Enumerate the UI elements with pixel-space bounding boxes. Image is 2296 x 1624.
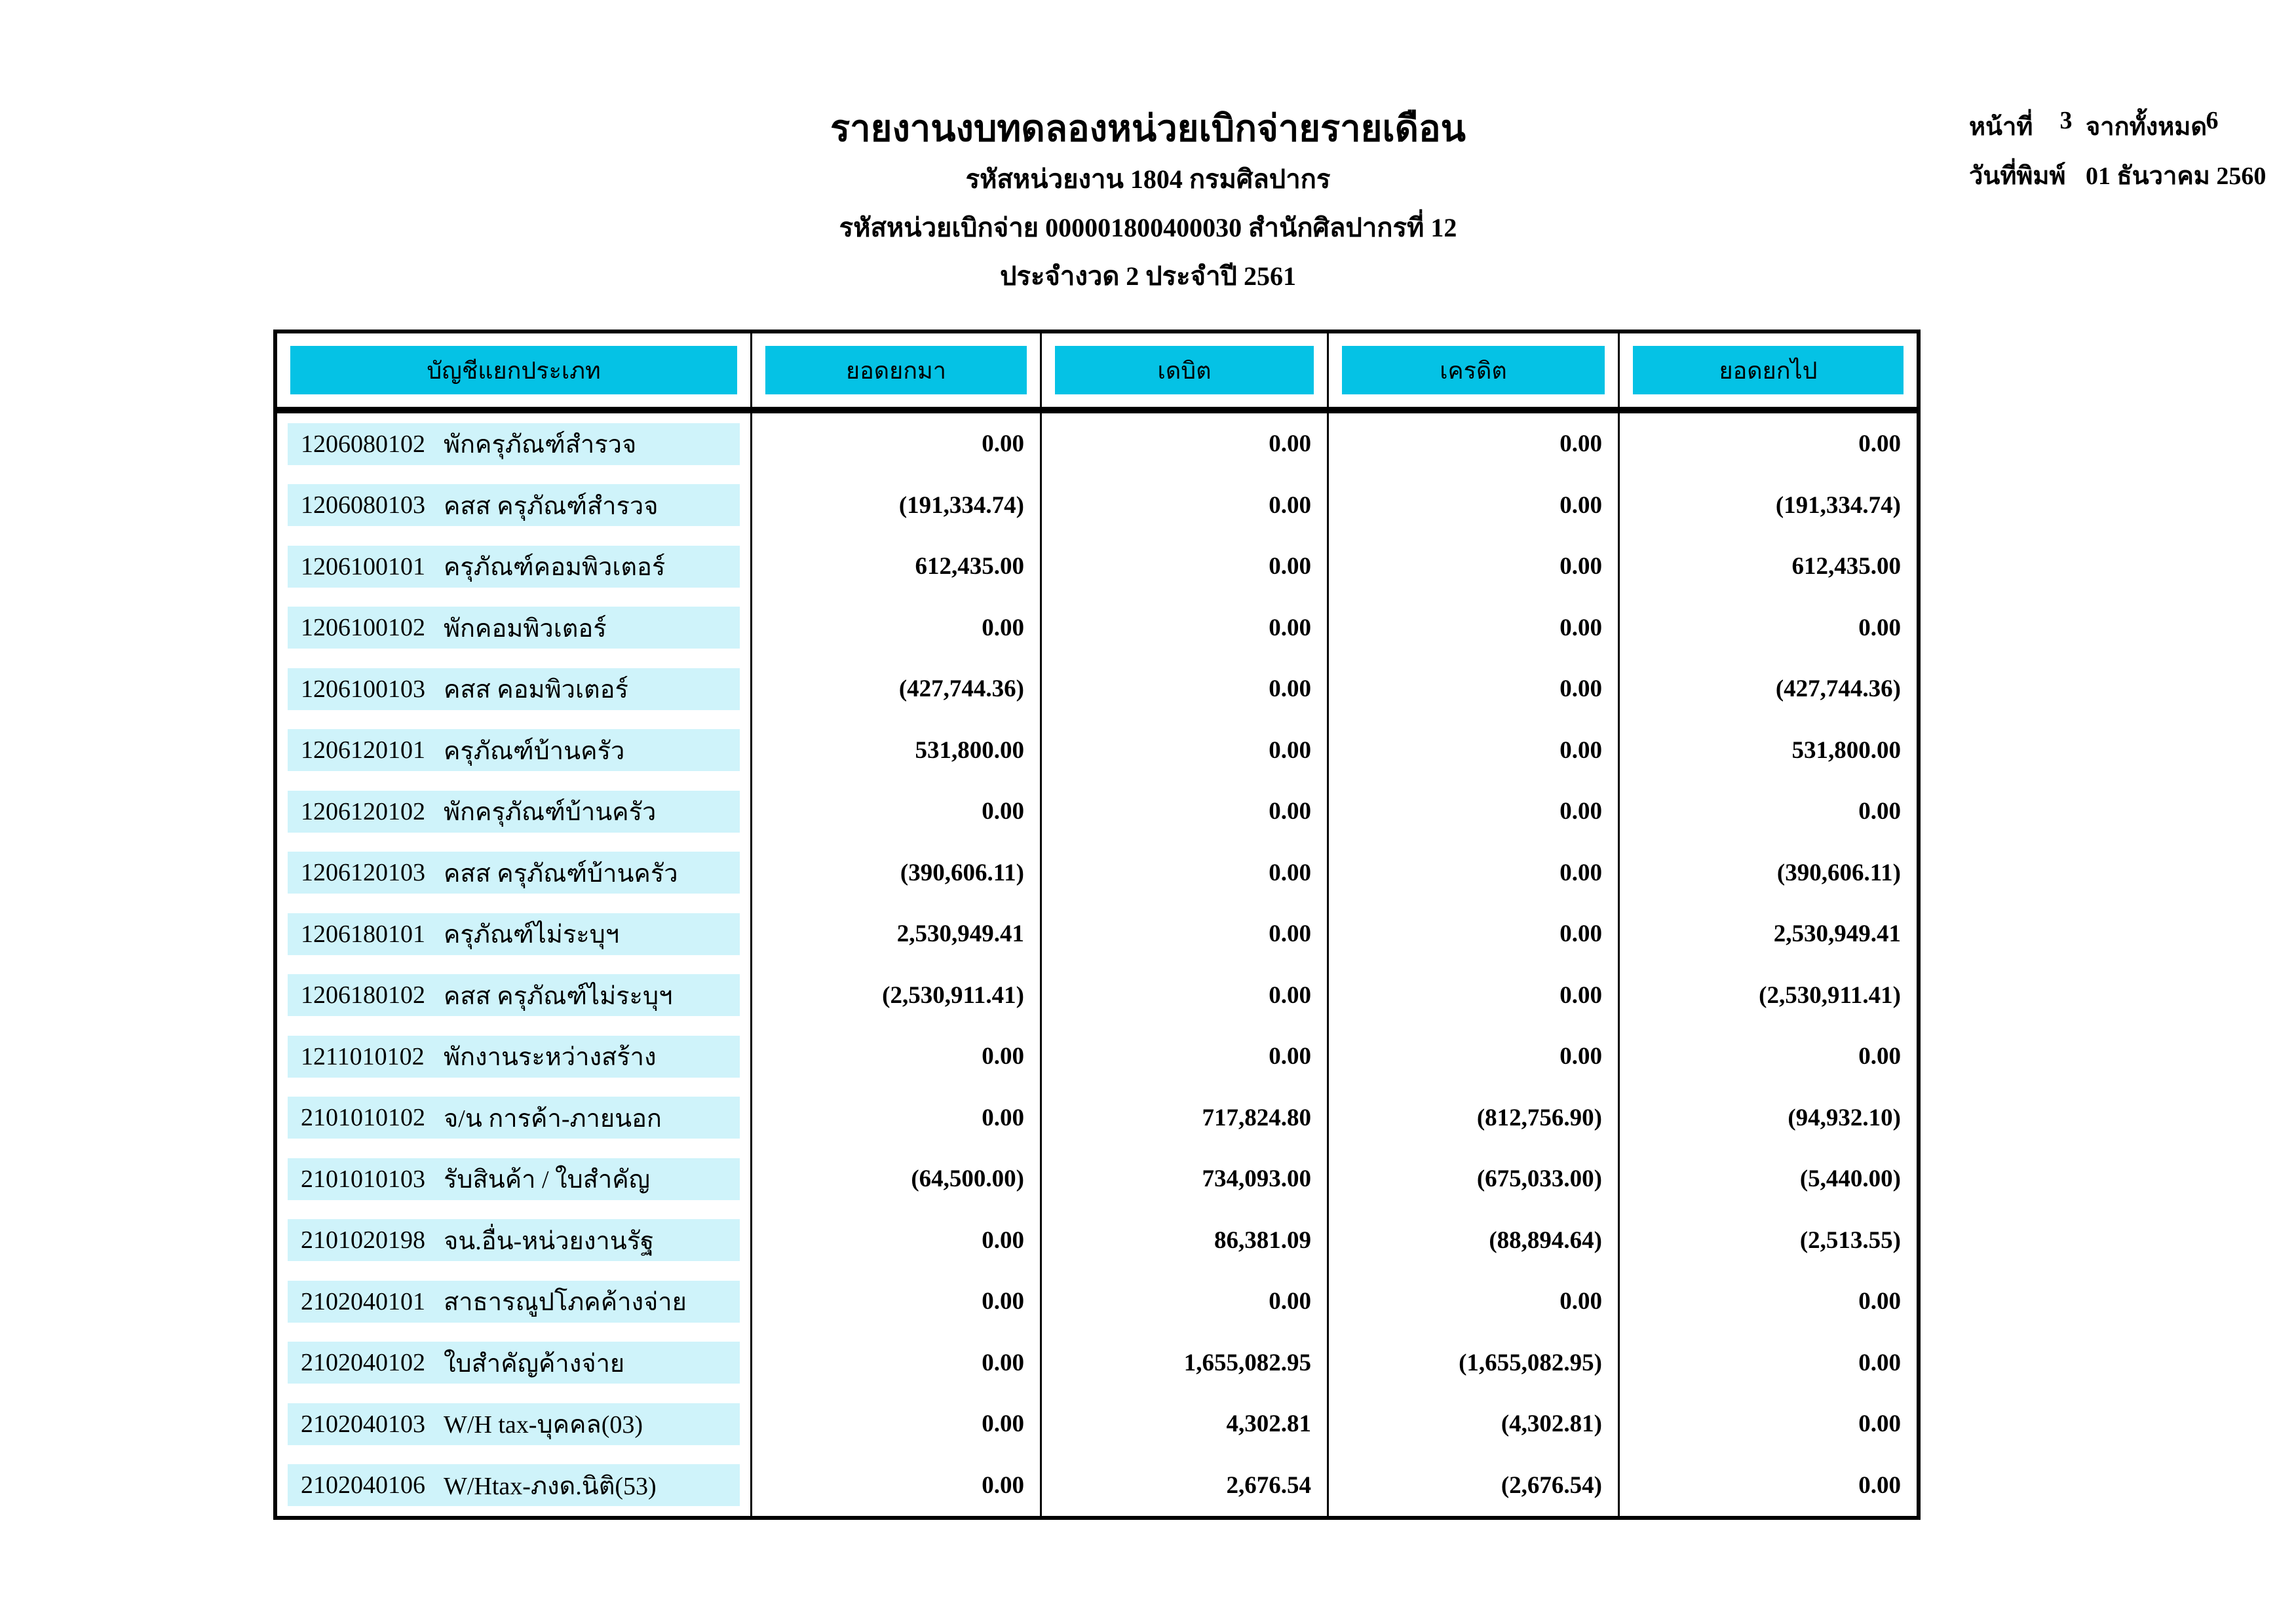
page-total-label: จากทั้งหมด — [2086, 113, 2207, 141]
account-name: พักคอมพิวเตอร์ — [444, 614, 607, 643]
debit-cell: 4,302.81 — [1042, 1393, 1329, 1455]
debit-cell: 0.00 — [1042, 1271, 1329, 1332]
balance-bf-cell: 0.00 — [752, 1210, 1042, 1272]
account-code: 1206120101 — [301, 736, 425, 765]
trial-balance-table — [273, 330, 1921, 1520]
account-code: 1206120102 — [301, 797, 425, 825]
col-header-box: ยอดยกไป — [1633, 346, 1904, 394]
credit-cell: 0.00 — [1329, 475, 1620, 537]
balance-cf-cell: (427,744.36) — [1775, 675, 1901, 703]
account-name: พักครุภัณฑ์สำรวจ — [444, 431, 637, 459]
account-name: คสส ครุภัณฑ์สำรวจ — [444, 492, 659, 520]
page-title: รายงานงบทดลองหน่วยเบิกจ่ายรายเดือน — [830, 109, 1466, 149]
account-name: คสส ครุภัณฑ์ไม่ระบุฯ — [444, 982, 673, 1010]
account-highlight — [288, 1158, 740, 1200]
debit-cell: 717,824.80 — [1042, 1087, 1329, 1149]
page-info-block — [1969, 106, 2267, 204]
balance-cf-cell: 0.00 — [1858, 614, 1901, 641]
account-cell — [277, 781, 752, 842]
print-date: 01 ธันวาคม 2560 — [2086, 162, 2267, 190]
account-name: ใบสำคัญค้างจ่าย — [444, 1350, 625, 1378]
balance-bf-cell: 0.00 — [752, 781, 1042, 842]
balance-bf-cell: 2,530,949.41 — [752, 903, 1042, 965]
col-header-credit — [1329, 333, 1620, 407]
debit-cell: 1,655,082.95 — [1042, 1332, 1329, 1394]
debit-cell: 0.00 — [1042, 475, 1329, 537]
account-code: 1206080103 — [301, 491, 425, 519]
account-name: จน.อื่น-หน่วยงานรัฐ — [444, 1227, 655, 1255]
account-name: คสส คอมพิวเตอร์ — [444, 676, 628, 704]
agency-line: รหัสหน่วยงาน 1804 กรมศิลปากร — [965, 164, 1331, 194]
table-row — [277, 1393, 1917, 1455]
account-code: 2102040103 — [301, 1410, 425, 1438]
balance-bf-cell: 0.00 — [752, 1087, 1042, 1149]
col-header-box: เดบิต — [1055, 346, 1314, 394]
debit-cell: 0.00 — [1042, 1026, 1329, 1087]
credit-cell: 0.00 — [1329, 1026, 1620, 1087]
balance-bf-cell: 0.00 — [752, 1332, 1042, 1394]
balance-bf-cell: 531,800.00 — [752, 720, 1042, 782]
balance-cf-cell: 612,435.00 — [1791, 553, 1901, 580]
credit-cell: (88,894.64) — [1329, 1210, 1620, 1272]
credit-cell: (4,302.81) — [1329, 1393, 1620, 1455]
account-highlight — [288, 852, 740, 894]
table-row — [277, 1087, 1917, 1149]
table-row — [277, 1332, 1917, 1394]
balance-cf-cell: 2,530,949.41 — [1773, 920, 1901, 948]
account-cell — [277, 1026, 752, 1087]
credit-cell: 0.00 — [1329, 842, 1620, 904]
account-cell — [277, 413, 752, 475]
debit-cell: 0.00 — [1042, 720, 1329, 782]
account-name: สาธารณูปโภคค้างจ่าย — [444, 1289, 687, 1317]
credit-cell: (1,655,082.95) — [1329, 1332, 1620, 1394]
account-code: 1206100103 — [301, 675, 425, 703]
account-highlight — [288, 423, 740, 465]
account-highlight — [288, 1464, 740, 1506]
balance-cf-cell: (191,334.74) — [1775, 491, 1901, 519]
balance-bf-cell: (2,530,911.41) — [752, 965, 1042, 1027]
table-row — [277, 781, 1917, 842]
account-code: 1211010102 — [301, 1042, 425, 1070]
account-code: 1206100102 — [301, 614, 425, 642]
table-row — [277, 1148, 1917, 1210]
account-highlight — [288, 791, 740, 833]
account-highlight — [288, 1097, 740, 1139]
account-highlight — [288, 607, 740, 649]
account-cell — [277, 1332, 752, 1394]
balance-cf-cell: (390,606.11) — [1776, 859, 1901, 886]
table-row — [277, 658, 1917, 720]
table-row — [277, 536, 1917, 597]
account-name: W/H tax-บุคคล(03) — [444, 1411, 643, 1439]
debit-cell: 0.00 — [1042, 597, 1329, 659]
page-total: 6 — [2206, 107, 2219, 134]
col-header-box: ยอดยกมา — [765, 346, 1027, 394]
account-code: 1206120103 — [301, 859, 425, 887]
credit-cell: (2,676.54) — [1329, 1455, 1620, 1517]
account-highlight — [288, 1403, 740, 1445]
account-code: 1206180101 — [301, 920, 425, 948]
account-cell — [277, 597, 752, 659]
debit-cell: 0.00 — [1042, 658, 1329, 720]
balance-cf-cell: 0.00 — [1858, 1288, 1901, 1315]
table-row — [277, 842, 1917, 904]
account-cell — [277, 842, 752, 904]
credit-cell: 0.00 — [1329, 597, 1620, 659]
col-header-brought-forward — [752, 333, 1042, 407]
balance-bf-cell: (390,606.11) — [752, 842, 1042, 904]
col-header-box: บัญชีแยกประเภท — [290, 346, 737, 394]
account-name: คสส ครุภัณฑ์บ้านครัว — [444, 859, 678, 888]
debit-cell: 0.00 — [1042, 781, 1329, 842]
credit-cell: (675,033.00) — [1329, 1148, 1620, 1210]
account-code: 2102040101 — [301, 1287, 425, 1315]
credit-cell: 0.00 — [1329, 781, 1620, 842]
balance-bf-cell: (64,500.00) — [752, 1148, 1042, 1210]
credit-cell: 0.00 — [1329, 536, 1620, 597]
balance-cf-cell: 0.00 — [1858, 430, 1901, 458]
account-name: ครุภัณฑ์คอมพิวเตอร์ — [444, 554, 666, 582]
account-cell — [277, 1087, 752, 1149]
balance-bf-cell: 0.00 — [752, 413, 1042, 475]
debit-cell: 0.00 — [1042, 965, 1329, 1027]
account-highlight — [288, 1342, 740, 1384]
account-cell — [277, 1455, 752, 1517]
account-name: ครุภัณฑ์บ้านครัว — [444, 737, 625, 765]
table-row — [277, 475, 1917, 537]
account-cell — [277, 903, 752, 965]
table-row — [277, 597, 1917, 659]
page-number-line — [1969, 106, 2235, 146]
balance-cf-cell: 0.00 — [1858, 798, 1901, 825]
account-name: ครุภัณฑ์ไม่ระบุฯ — [444, 921, 620, 949]
account-code: 2101010103 — [301, 1165, 425, 1193]
balance-bf-cell: 612,435.00 — [752, 536, 1042, 597]
table-row — [277, 1271, 1917, 1332]
credit-cell: 0.00 — [1329, 413, 1620, 475]
account-cell — [277, 1271, 752, 1332]
disbursement-unit-line: รหัสหน่วยเบิกจ่าย 000001800400030 สำนักศิลปากรที่ 12 — [839, 212, 1457, 242]
account-code: 2101020198 — [301, 1226, 425, 1255]
table-row — [277, 1455, 1917, 1517]
balance-bf-cell: 0.00 — [752, 1455, 1042, 1517]
account-name: พักครุภัณฑ์บ้านครัว — [444, 799, 657, 827]
balance-cf-cell: 531,800.00 — [1791, 736, 1901, 764]
account-highlight — [288, 1281, 740, 1323]
page-label: หน้าที่ — [1969, 113, 2033, 141]
account-code: 1206180102 — [301, 981, 425, 1010]
debit-cell: 2,676.54 — [1042, 1455, 1329, 1517]
table-row — [277, 1026, 1917, 1087]
balance-bf-cell: 0.00 — [752, 1026, 1042, 1087]
balance-cf-cell: (94,932.10) — [1788, 1104, 1901, 1131]
col-header-debit — [1042, 333, 1329, 407]
account-highlight — [288, 668, 740, 710]
balance-cf-cell: (5,440.00) — [1799, 1165, 1901, 1193]
account-highlight — [288, 546, 740, 588]
table-row — [277, 413, 1917, 475]
debit-cell: 0.00 — [1042, 413, 1329, 475]
account-cell — [277, 475, 752, 537]
table-body — [277, 413, 1917, 1516]
credit-cell: 0.00 — [1329, 903, 1620, 965]
account-name: W/Htax-ภงด.นิติ(53) — [444, 1472, 657, 1500]
account-code: 1206080102 — [301, 430, 425, 458]
account-highlight — [288, 974, 740, 1016]
col-header-carried-forward — [1620, 333, 1917, 407]
account-name: รับสินค้า / ใบสำคัญ — [444, 1166, 651, 1194]
debit-cell: 0.00 — [1042, 903, 1329, 965]
account-highlight — [288, 484, 740, 526]
debit-cell: 0.00 — [1042, 842, 1329, 904]
balance-cf-cell: 0.00 — [1858, 1410, 1901, 1438]
table-row — [277, 1210, 1917, 1272]
page-number: 3 — [2059, 107, 2073, 134]
balance-bf-cell: (427,744.36) — [752, 658, 1042, 720]
account-cell — [277, 1210, 752, 1272]
credit-cell: 0.00 — [1329, 720, 1620, 782]
balance-bf-cell: 0.00 — [752, 1271, 1042, 1332]
table-header-row — [277, 333, 1917, 413]
col-header-account — [277, 333, 752, 407]
account-name: จ/น การค้า-ภายนอก — [444, 1105, 662, 1133]
balance-bf-cell: 0.00 — [752, 1393, 1042, 1455]
balance-cf-cell: 0.00 — [1858, 1471, 1901, 1499]
credit-cell: 0.00 — [1329, 1271, 1620, 1332]
balance-cf-cell: (2,530,911.41) — [1759, 981, 1901, 1009]
account-cell — [277, 1148, 752, 1210]
account-code: 1206100101 — [301, 552, 425, 580]
col-header-box: เครดิต — [1342, 346, 1605, 394]
balance-bf-cell: 0.00 — [752, 597, 1042, 659]
credit-cell: (812,756.90) — [1329, 1087, 1620, 1149]
report-title-block — [0, 110, 2296, 311]
debit-cell: 0.00 — [1042, 536, 1329, 597]
account-cell — [277, 720, 752, 782]
account-cell — [277, 658, 752, 720]
account-code: 2102040102 — [301, 1349, 425, 1377]
account-code: 2102040106 — [301, 1471, 425, 1500]
credit-cell: 0.00 — [1329, 658, 1620, 720]
print-date-line — [1969, 155, 2267, 195]
table-row — [277, 903, 1917, 965]
account-name: พักงานระหว่างสร้าง — [444, 1044, 657, 1072]
table-row — [277, 965, 1917, 1027]
balance-cf-cell: 0.00 — [1858, 1043, 1901, 1070]
debit-cell: 734,093.00 — [1042, 1148, 1329, 1210]
account-highlight — [288, 1219, 740, 1261]
account-highlight — [288, 913, 740, 955]
account-highlight — [288, 729, 740, 771]
debit-cell: 86,381.09 — [1042, 1210, 1329, 1272]
account-cell — [277, 965, 752, 1027]
account-cell — [277, 536, 752, 597]
account-cell — [277, 1393, 752, 1455]
period-line: ประจำงวด 2 ประจำปี 2561 — [1000, 261, 1296, 291]
balance-cf-cell: (2,513.55) — [1799, 1226, 1901, 1254]
account-highlight — [288, 1036, 740, 1078]
balance-cf-cell: 0.00 — [1858, 1349, 1901, 1376]
credit-cell: 0.00 — [1329, 965, 1620, 1027]
balance-bf-cell: (191,334.74) — [752, 475, 1042, 537]
table-row — [277, 720, 1917, 782]
account-code: 2101010102 — [301, 1104, 425, 1132]
print-date-label: วันที่พิมพ์ — [1969, 162, 2066, 190]
